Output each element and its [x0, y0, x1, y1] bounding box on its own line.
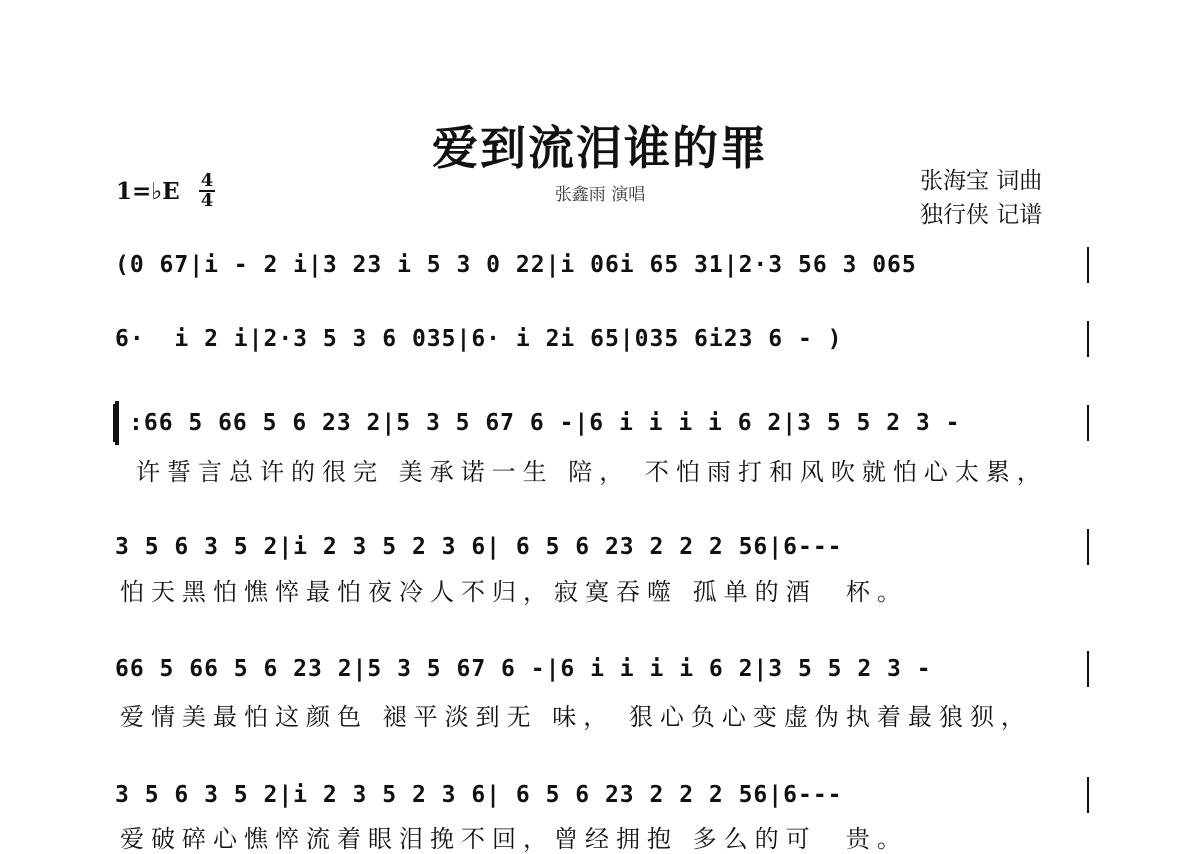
lyric-line-3: 爱情美最怕这颜色 褪平淡到无 味， 狠心负心变虚伪执着最狼狈， — [120, 703, 1032, 731]
song-title: 爱到流泪谁的罪 — [432, 121, 768, 175]
repeat-start-sign — [115, 401, 129, 445]
intro-line-2 — [115, 321, 1089, 357]
performer-credit: 张鑫雨 演唱 — [554, 185, 646, 205]
lyric-line-4: 爱破碎心憔悴流着眼泪挽不回，曾经拥抱 多么的可 贵。 — [120, 825, 908, 853]
notation-text: 66 5 66 5 6 23 2|5 3 5 67 6 -|6 i i i i 6 2|3 5 5 2 3 - — [115, 656, 932, 682]
key-signature: 1=♭E — [116, 178, 180, 205]
chorus-line-1 — [115, 651, 1089, 687]
intro-line-1 — [115, 247, 1089, 283]
verse-line-1 — [115, 405, 1089, 441]
lyric-line-2: 怕天黑怕憔悴最怕夜冷人不归，寂寞吞噬 孤单的酒 杯。 — [120, 578, 908, 606]
notation-text: 6· i 2 i|2·3 5 3 6 035|6· i 2i 65|035 6i23 6 - ) — [115, 326, 843, 352]
verse-line-2 — [115, 529, 1089, 565]
chorus-line-2 — [115, 777, 1089, 813]
time-signature-top: 4 — [200, 170, 214, 191]
notation-text: :66 5 66 5 6 23 2|5 3 5 67 6 -|6 i i i i 6 2|3 5 5 2 3 - — [129, 410, 961, 436]
lyric-line-1: 许誓言总许的很完 美承诺一生 陪， 不怕雨打和风吹就怕心太累， — [136, 458, 1048, 486]
transcriber-credit: 独行侠 记谱 — [920, 202, 1043, 228]
notation-text: (0 67|i - 2 i|3 23 i 5 3 0 22|i 06i 65 31|2·3 56 3 065 — [115, 252, 917, 278]
time-signature-bottom: 4 — [200, 190, 214, 211]
notation-text: 3 5 6 3 5 2|i 2 3 5 2 3 6| 6 5 6 23 2 2 2 56|6--- — [115, 782, 843, 808]
time-signature — [197, 172, 217, 210]
composer-credit: 张海宝 词曲 — [920, 168, 1043, 194]
notation-text: 3 5 6 3 5 2|i 2 3 5 2 3 6| 6 5 6 23 2 2 2 56|6--- — [115, 534, 843, 560]
